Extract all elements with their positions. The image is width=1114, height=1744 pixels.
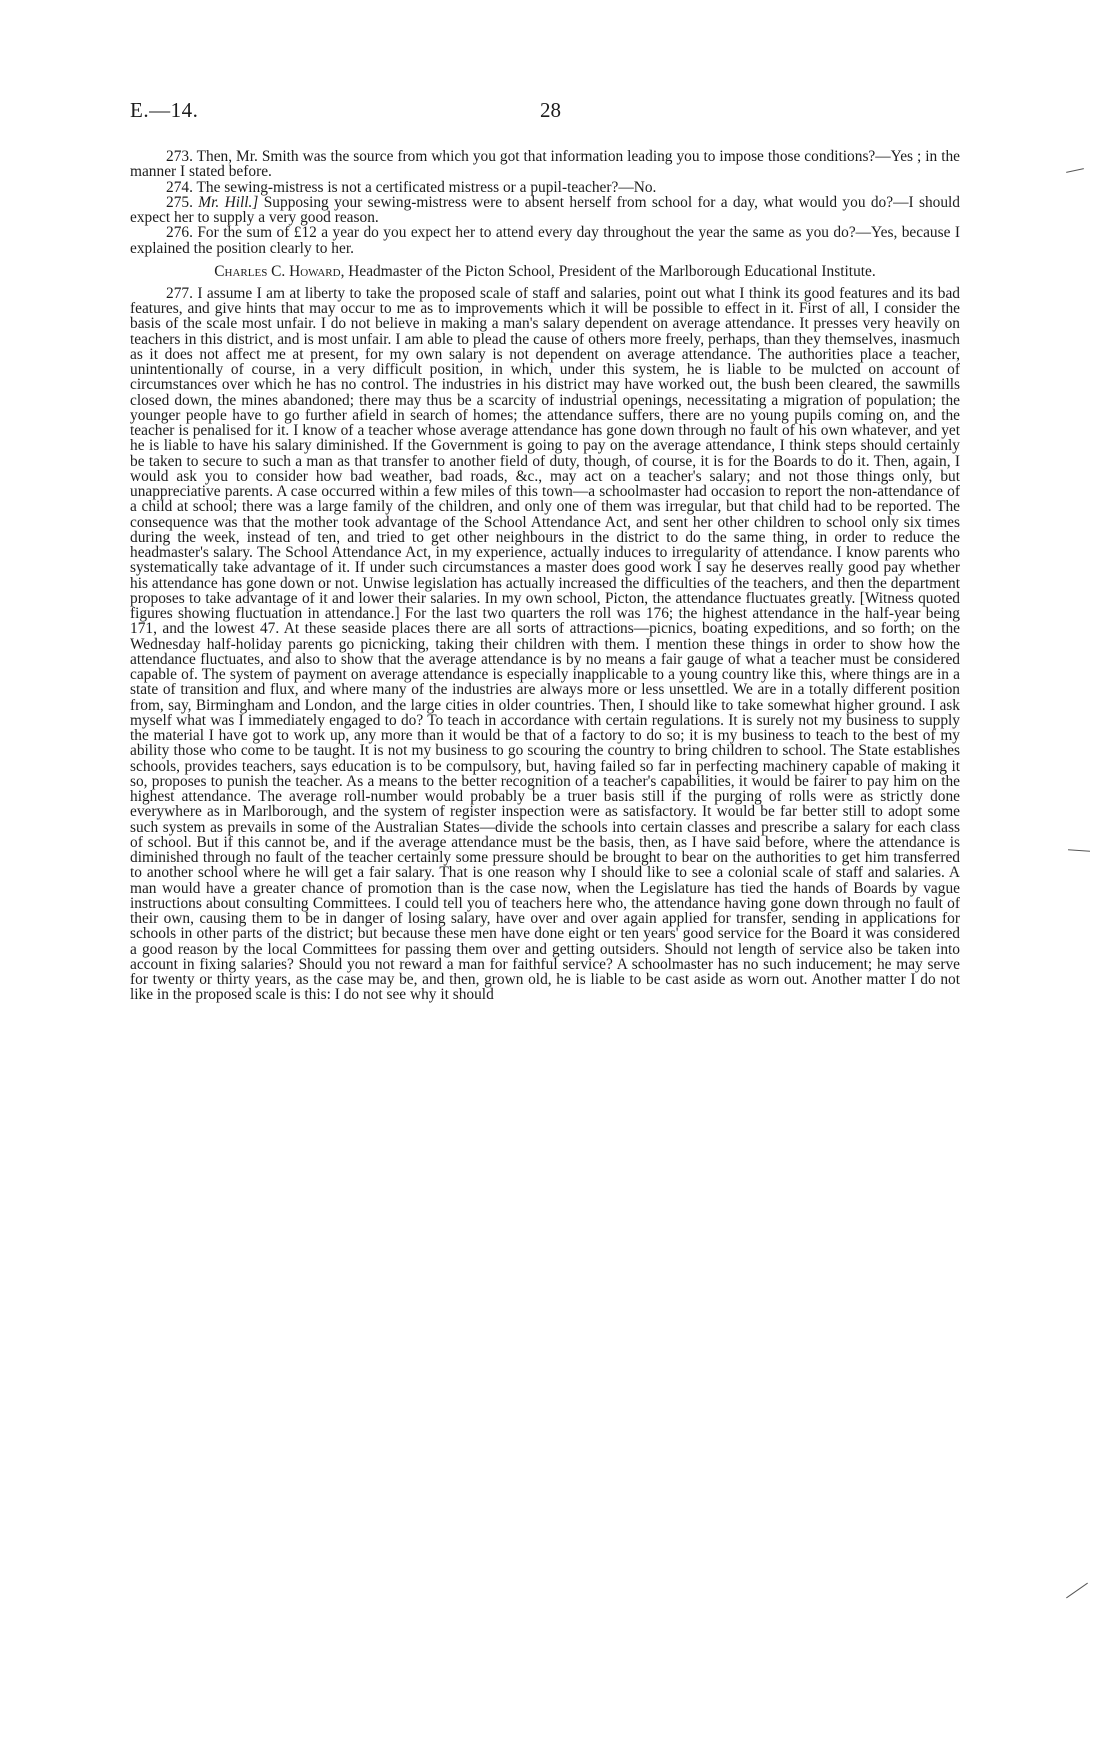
question-text: For the sum of £12 a year do you expect her to attend every day throughout the year the same as you do?—Yes, because I explained the position clearly to her. [130, 224, 960, 257]
page-body [130, 149, 960, 1003]
testimony-277 [130, 286, 960, 1003]
question-number: 275. [166, 193, 193, 211]
question-text: Then, Mr. Smith was the source from which you got that information leading you to impose those conditions?—Yes ; in the manner I stated before. [130, 148, 960, 181]
page-number: 28 [540, 98, 561, 122]
page-header [130, 98, 985, 128]
question-text: The sewing-mistress is not a certificated mistress or a pupil-teacher?—No. [196, 178, 657, 196]
question-274 [130, 180, 960, 195]
question-text: Supposing your sewing-mistress were to absent herself from school for a day, what would you do?—I should expect her to supply a very good reason. [130, 193, 960, 226]
witness-title: Headmaster of the Picton School, President of the Marlborough Educational Institute. [348, 262, 876, 280]
witness-heading [130, 263, 960, 280]
document-code: E.—14. [130, 98, 199, 122]
margin-mark [1066, 168, 1084, 173]
testimony-text: I assume I am at liberty to take the proposed scale of staff and salaries, point out what I think its good features and its bad features, and give hints that may occur to me as to improvements which it will be possible to effect in it. First of all, I consider the basis of the scale most unfair. I do not believe in making a man's salary dependent on average attendance. It presses very heavily on teachers in this district, and is most unfair. I am able to plead the cause of others more freely, perhaps, than they themselves, inasmuch as it does not affect me at present, for my own salary is not dependent on average attendance. The authorities place a teacher, unintentionally of course, in a very difficult position, in which, under this system, he is liable to be mulcted on account of circumstances over which he has no control. The industries in his district may have worked out, the bush been cleared, the sawmills closed down, the mines abandoned; there may thus be a scarcity of industrial openings, necessitating a migration of population; the younger people have to go further afield in search of homes; the attendance suffers, there are no young pupils coming on, and the teacher is penalised for it. I know of a teacher whose average attendance has gone down through no fault of his own whatever, and yet he is liable to have his salary diminished. If the Government is going to pay on the average attendance, I think steps should certainly be taken to secure to such a man as that transfer to another field of duty, though, of course, it is for the Boards to do it. Then, again, I would ask you to consider how bad weather, bad roads, &c., may act on a teacher's salary; and not those things only, but unappreciative parents. A case occurred within a few miles of this town—a schoolmaster had occasion to report the non-attendance of a child at school; there was a large family of the children, and only one of them was irregular, but that child had to be reported. The consequence was that the mother took advantage of the School Attendance Act, and sent her other children to school only six times during the week, instead of ten, and tried to get other neighbours in the district to do the same thing, in order to reduce the headmaster's salary. The School Attendance Act, in my experience, actually induces to irregularity of attendance. I know parents who systematically take advantage of it. If under such circumstances a master does good work I say he deserves really good pay whether his attendance has gone down or not. Unwise legislation has actually increased the difficulties of the teachers, and then the department proposes to take advantage of it and lower their salaries. In my own school, Picton, the attendance fluctuates greatly. [Witness quoted figures showing fluctuation in attendance.] For the last two quarters the roll was 176; the highest attendance in the half-year being 171, and the lowest 47. At these seaside places there are all sorts of attractions—picnics, boating expeditions, and so forth; on the Wednesday half-holiday parents go picnicking, taking their children with them. I mention these things in order to show how the attendance fluctuates, and also to show that the average attendance is by no means a fair gauge of what a teacher must be considered capable of. The system of payment on average attendance is especially inapplicable to a young country like this, where things are in a state of transition and flux, and where many of the industries are always more or less unsettled. We are in a totally different position from, say, Birmingham and London, and the large cities in older countries. Then, I should like to take somewhat higher ground. I ask myself what was I immediately engaged to do? To teach in accordance with certain regulations. It is surely not my business to supply the material I have got to work up, any more than it would be that of a factory to do so; it is my business to teach to the best of my ability those who come to be taught. It is not my business to go scouring the country to bring children to school. The State establishes schools, provides teachers, says education is to be compulsory, but, having failed so far in perfecting machinery capable of making it so, proposes to punish the teacher. As a means to the better recognition of a teacher's capabilities, it would be fairer to pay him on the highest attendance. The average roll-number would probably be a truer basis still if the purging of rolls were as strictly done everywhere as in Marlborough, and the system of register inspection were as satisfactory. It would be far better still to adopt some such system as prevails in some of the Australian States—divide the schools into certain classes and prescribe a salary for each class of school. But if this cannot be, and if the average attendance must be the basis, then, as I have said before, where the attendance is diminished through no fault of the teacher certainly some pressure should be brought to bear on the authorities to get him transferred to another school where he will get a fair salary. That is one reason why I should like to see a colonial scale of staff and salaries. A man would have a greater chance of promotion than is the case now, when the Legislature has tied the hands of Boards by vague instructions about consulting Committees. I could tell you of teachers here who, the attendance having gone down through no fault of their own, causing them to be in danger of losing salary, have over and over again applied for transfer, sending in applications for schools in other parts of the district; but because these men have done eight or ten years' good service for the Board it was considered a good reason by the local Committees for passing them over and getting outsiders. Should not length of service also be taken into account in fixing salaries? Should you not reward a man for faithful service? A schoolmaster has no such inducement; he may serve for twenty or thirty years, as the case may be, and then, grown old, he is liable to be cast aside as worn out. Another matter I do not like in the proposed scale is this: I do not see why it should [130, 284, 960, 1004]
question-speaker: Mr. Hill.] [198, 193, 259, 211]
question-number: 277. [166, 284, 193, 302]
question-273 [130, 149, 960, 180]
question-276 [130, 225, 960, 256]
margin-mark [1068, 849, 1090, 852]
witness-name: Charles C. Howard, [214, 262, 345, 280]
question-number: 273. [166, 148, 193, 165]
question-number: 276. [166, 224, 193, 242]
question-number: 274. [166, 178, 193, 196]
margin-mark [1066, 1583, 1088, 1599]
question-275 [130, 195, 960, 226]
